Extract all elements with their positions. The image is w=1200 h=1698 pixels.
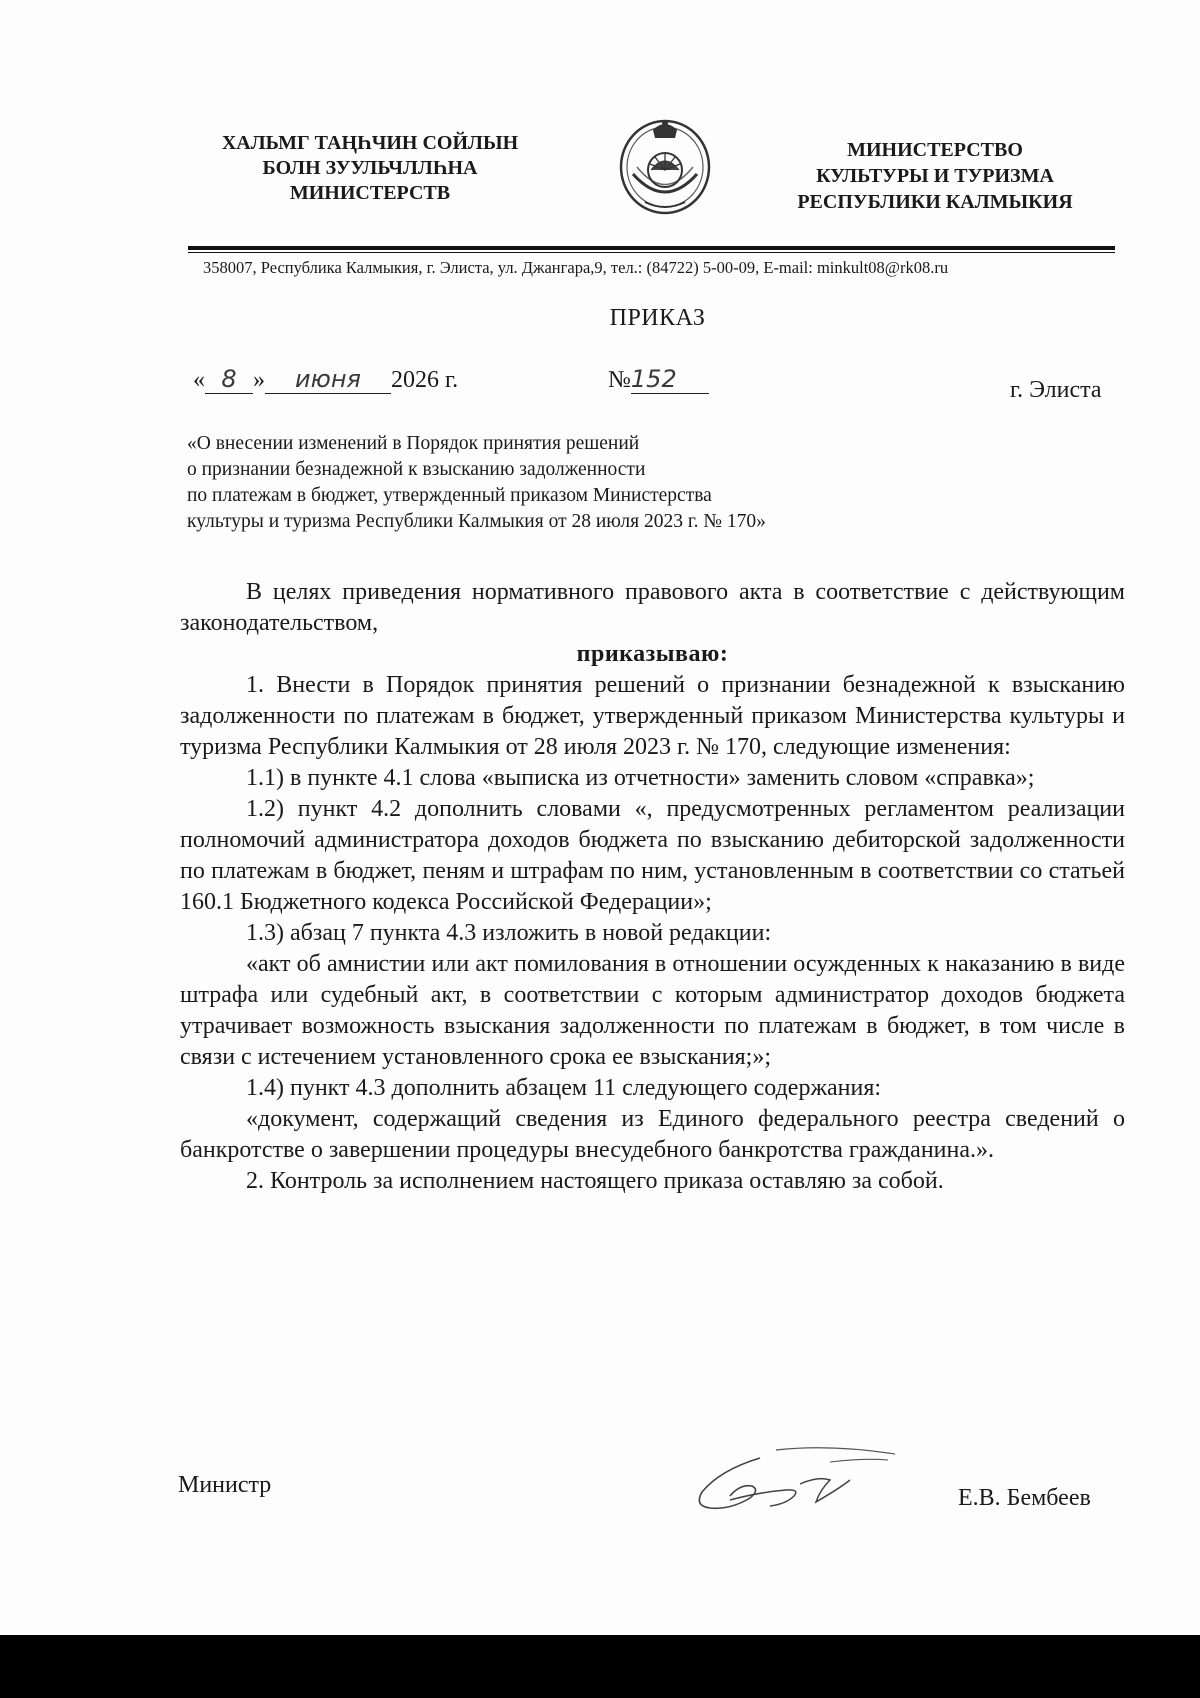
order-item: 1. Внести в Порядок принятия решений о признании безнадежной к взысканию задолженности по платежам в бюджет, утвержденный приказом Министерства культуры и туризма Республики Калмыкия от 28 июля 2023 г. № 170, следующие изменения: xyxy=(180,672,1125,760)
order-item: «документ, содержащий сведения из Единого федерального реестра сведений о банкротстве о завершении процедуры внесудебного банкротства гражданина.». xyxy=(180,1106,1125,1163)
order-item: 1.4) пункт 4.3 дополнить абзацем 11 следующего содержания: xyxy=(246,1075,882,1101)
document-title: ПРИКАЗ xyxy=(609,305,706,331)
order-item: 1.1) в пункте 4.1 слова «выписка из отчетности» заменить словом «справка»; xyxy=(246,765,1035,791)
date-close-quote: » xyxy=(253,367,265,393)
subject-line: культуры и туризма Республики Калмыкия от 28 июля 2023 г. № 170» xyxy=(187,511,766,532)
header-kalmyk-name xyxy=(190,131,550,206)
header-ministry-name xyxy=(770,137,1100,215)
signatory-role: Министр xyxy=(178,1472,272,1498)
header-left-line: БОЛН ЗУУЛЬЧЛЛҺНА xyxy=(262,157,478,179)
ministry-address: 358007, Республика Калмыкия, г. Элиста, ул. Джангара,9, тел.: (84722) 5-00-09, E-mail: minkult08@rk08.ru xyxy=(203,258,949,277)
number-value: 152 xyxy=(631,365,709,394)
order-date xyxy=(193,365,458,394)
order-item: 2. Контроль за исполнением настоящего приказа оставляю за собой. xyxy=(246,1168,944,1194)
order-number xyxy=(608,365,709,394)
subject-line: о признании безнадежной к взысканию задолженности xyxy=(187,459,646,480)
signatory-name: Е.В. Бембеев xyxy=(958,1485,1091,1511)
header-left-line: ХАЛЬМГ ТАҢҺЧИН СОЙЛЫН xyxy=(221,132,519,154)
header-right-line: МИНИСТЕРСТВО xyxy=(847,139,1023,161)
date-open-quote: « xyxy=(193,367,205,393)
order-item: 1.2) пункт 4.2 дополнить словами «, предусмотренных регламентом реализации полномочий администратора доходов бюджета по взысканию дебиторской задолженности по платежам в бюджет, пеням и штрафам по ним, установленным в соответствии со статьей 160.1 Бюджетного кодекса Российской Федерации»; xyxy=(180,796,1125,915)
subject-line: по платежам в бюджет, утвержденный приказом Министерства xyxy=(187,485,712,506)
number-prefix: № xyxy=(608,367,631,393)
preamble: В целях приведения нормативного правового акта в соответствие с действующим законодательством, xyxy=(180,579,1125,636)
date-day: 8 xyxy=(205,365,253,394)
date-year: 2026 г. xyxy=(391,367,459,393)
order-subject xyxy=(187,431,927,535)
handwritten-signature-icon xyxy=(690,1440,910,1520)
header-left-line: МИНИСТЕРСТВ xyxy=(289,182,451,204)
header-divider-thin xyxy=(188,252,1115,253)
coat-of-arms-icon xyxy=(615,112,715,217)
order-item: «акт об амнистии или акт помилования в отношении осужденных к наказанию в виде штрафа или судебный акт, в соответствии с которым администратор доходов бюджета утрачивает возможность взыскания задолженности по платежам в бюджет, в том числе в связи с истечением установленного срока ее взыскания;»; xyxy=(180,951,1125,1070)
header-right-line: РЕСПУБЛИКИ КАЛМЫКИЯ xyxy=(797,191,1073,213)
date-month: июня xyxy=(265,365,391,394)
scan-bottom-band xyxy=(0,1635,1200,1698)
header-right-line: КУЛЬТУРЫ И ТУРИЗМА xyxy=(816,165,1054,187)
order-item: 1.3) абзац 7 пункта 4.3 изложить в новой редакции: xyxy=(246,920,772,946)
order-city: г. Элиста xyxy=(1010,377,1102,403)
subject-line: «О внесении изменений в Порядок принятия решений xyxy=(187,433,640,454)
order-body xyxy=(180,577,1125,1197)
order-word: приказываю: xyxy=(576,641,729,667)
header-divider xyxy=(188,246,1115,250)
